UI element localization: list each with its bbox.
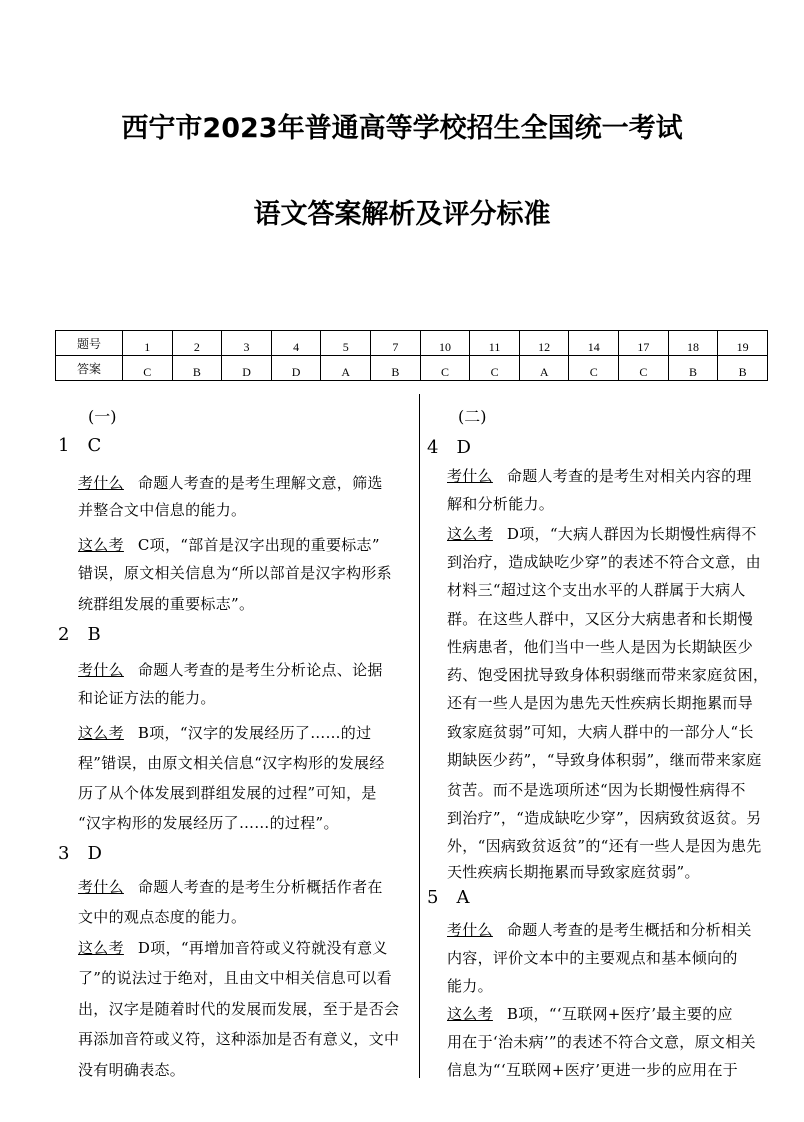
explanation-line xyxy=(447,749,762,770)
document-title: 西宁市2023年普通高等学校招生全国统一考试 xyxy=(121,113,683,144)
explanation-text: 群。在这些人群中，又区分大病患者和长期慢 xyxy=(447,610,754,628)
explanation-text: C项，“部首是汉字出现的重要标志” xyxy=(137,536,380,554)
answer-letter: B xyxy=(87,624,101,645)
explanation-label: 考什么 xyxy=(78,661,124,679)
answer-cell: B xyxy=(668,356,718,381)
question-number: 3 xyxy=(58,843,70,864)
explanation-line xyxy=(447,807,762,828)
explanation-line xyxy=(447,664,768,685)
question-answer xyxy=(58,843,102,864)
explanation-text: 没有明确表态。 xyxy=(78,1061,186,1079)
explanation-text: 内容，评价文本中的主要观点和基本倾向的 xyxy=(447,949,738,967)
question-number: 1 xyxy=(58,435,70,456)
section-title: (二) xyxy=(458,407,487,426)
explanation-line xyxy=(447,975,493,996)
answer-cell: C xyxy=(420,356,470,381)
explanation-line xyxy=(78,499,246,520)
explanation-text: 错误，原文相关信息为“所以部首是汉字构形系 xyxy=(78,564,392,582)
explanation-line xyxy=(78,906,246,927)
answer-cell: B xyxy=(172,356,222,381)
explanation-line xyxy=(447,1003,733,1024)
explanation-line xyxy=(447,523,757,544)
answer-table xyxy=(55,330,768,381)
explanation-text: 了”的说法过于绝对，且由文中相关信息可以看 xyxy=(78,969,392,987)
explanation-text: 用在于‘治未病’”的表述不符合文意，原文相关 xyxy=(447,1033,756,1051)
explanation-line xyxy=(78,593,254,614)
explanation-text: 解和分析能力。 xyxy=(447,495,555,513)
explanation-text: 性病患者，他们当中一些人是因为长期缺医少 xyxy=(447,638,754,656)
explanation-line xyxy=(78,1028,399,1049)
explanation-text: 药、饱受困扰导致身体积弱继而带来家庭贫困， xyxy=(447,666,769,684)
explanation-line xyxy=(78,722,371,743)
answer-cell: C xyxy=(470,356,520,381)
explanation-text: 外，“因病致贫返贫”的“还有一些人是因为患先 xyxy=(447,837,762,855)
explanation-line xyxy=(78,472,383,493)
explanation-text: 历了从个体发展到群组发展的过程”可知，是 xyxy=(78,784,377,802)
explanation-text: 命题人考查的是考生分析论点、论据 xyxy=(137,661,383,679)
explanation-label: 这么考 xyxy=(447,525,493,543)
explanation-label: 这么考 xyxy=(447,1005,493,1023)
explanation-line xyxy=(447,1031,756,1052)
explanation-text: 文中的观点态度的能力。 xyxy=(78,908,247,926)
explanation-text: “汉字构形的发展经历了……的过程”。 xyxy=(78,814,339,832)
explanation-text: 程”错误，由原文相关信息“汉字构形的发展经 xyxy=(78,754,385,772)
column-divider xyxy=(419,394,420,1078)
question-answer xyxy=(58,624,101,645)
explanation-text: 命题人考查的是考生对相关内容的理 xyxy=(506,467,752,485)
explanation-line xyxy=(78,687,216,708)
question-number-cell: 10 xyxy=(420,331,470,356)
answer-cell: C xyxy=(569,356,619,381)
question-number-header: 题号 xyxy=(56,331,123,356)
explanation-label: 这么考 xyxy=(78,939,124,957)
explanation-text: 命题人考查的是考生理解文意，筛选 xyxy=(137,474,383,492)
explanation-text: 贫苦。而不是选项所述“因为长期慢性病得不 xyxy=(447,781,746,799)
explanation-line xyxy=(78,752,385,773)
explanation-text: 材料三“超过这个支出水平的人群属于大病人 xyxy=(447,581,746,599)
question-number-cell: 11 xyxy=(470,331,520,356)
answer-cell: D xyxy=(222,356,272,381)
explanation-line xyxy=(447,779,746,800)
answer-header: 答案 xyxy=(56,356,123,381)
question-answer xyxy=(427,887,469,908)
explanation-text: 信息为“‘互联网+医疗’更进一步的应用在于 xyxy=(447,1061,739,1079)
explanation-text: D项，“再增加音符或义符就没有意义 xyxy=(137,939,388,957)
explanation-label: 考什么 xyxy=(447,467,493,485)
explanation-text: B项，“汉字的发展经历了……的过 xyxy=(137,724,372,742)
explanation-line xyxy=(78,937,388,958)
explanation-line xyxy=(447,579,746,600)
answer-letter: C xyxy=(87,435,102,456)
explanation-line xyxy=(447,493,554,514)
explanation-text: 并整合文中信息的能力。 xyxy=(78,501,247,519)
explanation-line xyxy=(78,659,383,680)
question-number: 2 xyxy=(58,624,70,645)
explanation-text: 到治疗，造成缺吃少穿”的表述不符合文意，由 xyxy=(447,553,761,571)
explanation-line xyxy=(447,551,761,572)
explanation-line xyxy=(447,919,752,940)
explanation-label: 考什么 xyxy=(78,474,124,492)
explanation-line xyxy=(78,967,392,988)
explanation-line xyxy=(447,721,754,742)
answer-cell: A xyxy=(321,356,371,381)
explanation-text: 到治疗”，“造成缺吃少穿”，因病致贫返贫。另 xyxy=(447,809,762,827)
explanation-line xyxy=(447,1059,738,1080)
question-number: 5 xyxy=(427,887,439,908)
answer-cell: C xyxy=(123,356,173,381)
explanation-text: 和论证方法的能力。 xyxy=(78,689,216,707)
explanation-text: 天性疾病长期拖累而导致家庭贫弱”。 xyxy=(447,863,700,881)
explanation-text: 致家庭贫弱”可知，大病人群中的一部分人“长 xyxy=(447,723,754,741)
question-number-cell: 19 xyxy=(718,331,768,356)
explanation-label: 这么考 xyxy=(78,536,124,554)
answer-cell: B xyxy=(718,356,768,381)
explanation-line xyxy=(447,465,752,486)
question-answer xyxy=(427,437,471,458)
explanation-line xyxy=(447,861,700,882)
explanation-label: 这么考 xyxy=(78,724,124,742)
explanation-text: 期缺医少药”，“导致身体积弱”，继而带来家庭 xyxy=(447,751,762,769)
question-number-cell: 4 xyxy=(271,331,321,356)
question-number-cell: 14 xyxy=(569,331,619,356)
question-number-cell: 3 xyxy=(222,331,272,356)
question-answer xyxy=(58,435,101,456)
explanation-line xyxy=(78,534,380,555)
question-number-cell: 5 xyxy=(321,331,371,356)
explanation-line xyxy=(447,692,753,713)
explanation-text: 命题人考查的是考生分析概括作者在 xyxy=(137,878,383,896)
question-number: 4 xyxy=(427,437,439,458)
question-number-cell: 18 xyxy=(668,331,718,356)
question-number-cell: 1 xyxy=(123,331,173,356)
section-title: (一) xyxy=(88,407,117,426)
question-number-cell: 2 xyxy=(172,331,222,356)
explanation-line xyxy=(447,636,753,657)
explanation-line xyxy=(78,876,383,897)
explanation-label: 考什么 xyxy=(447,921,493,939)
answer-cell: C xyxy=(619,356,669,381)
explanation-text: 再添加音符或义符，这种添加是否有意义，文中 xyxy=(78,1030,400,1048)
explanation-line xyxy=(78,998,399,1019)
explanation-line xyxy=(447,608,753,629)
explanation-text: 统群组发展的重要标志”。 xyxy=(78,595,255,613)
explanation-text: 命题人考查的是考生概括和分析相关 xyxy=(506,921,752,939)
explanation-line xyxy=(78,562,392,583)
document-subtitle: 语文答案解析及评分标准 xyxy=(253,199,551,230)
explanation-line xyxy=(447,835,762,856)
answer-letter: D xyxy=(87,843,102,864)
explanation-text: D项，“大病人群因为长期慢性病得不 xyxy=(506,525,757,543)
question-number-cell: 7 xyxy=(371,331,421,356)
explanation-label: 考什么 xyxy=(78,878,124,896)
question-number-cell: 17 xyxy=(619,331,669,356)
answer-cell: A xyxy=(519,356,569,381)
explanation-line xyxy=(78,782,377,803)
answer-cell: B xyxy=(371,356,421,381)
explanation-text: 出，汉字是随着时代的发展而发展，至于是否会 xyxy=(78,1000,400,1018)
explanation-line xyxy=(78,1059,185,1080)
explanation-text: 能力。 xyxy=(447,977,493,995)
answer-letter: D xyxy=(456,437,471,458)
explanation-line xyxy=(447,947,738,968)
explanation-text: 还有一些人是因为患先天性疾病长期拖累而导 xyxy=(447,694,754,712)
answer-cell: D xyxy=(271,356,321,381)
question-number-cell: 12 xyxy=(519,331,569,356)
explanation-line xyxy=(78,812,339,833)
explanation-text: B项，“‘互联网+医疗’最主要的应 xyxy=(506,1005,733,1023)
answer-letter: A xyxy=(456,887,470,908)
